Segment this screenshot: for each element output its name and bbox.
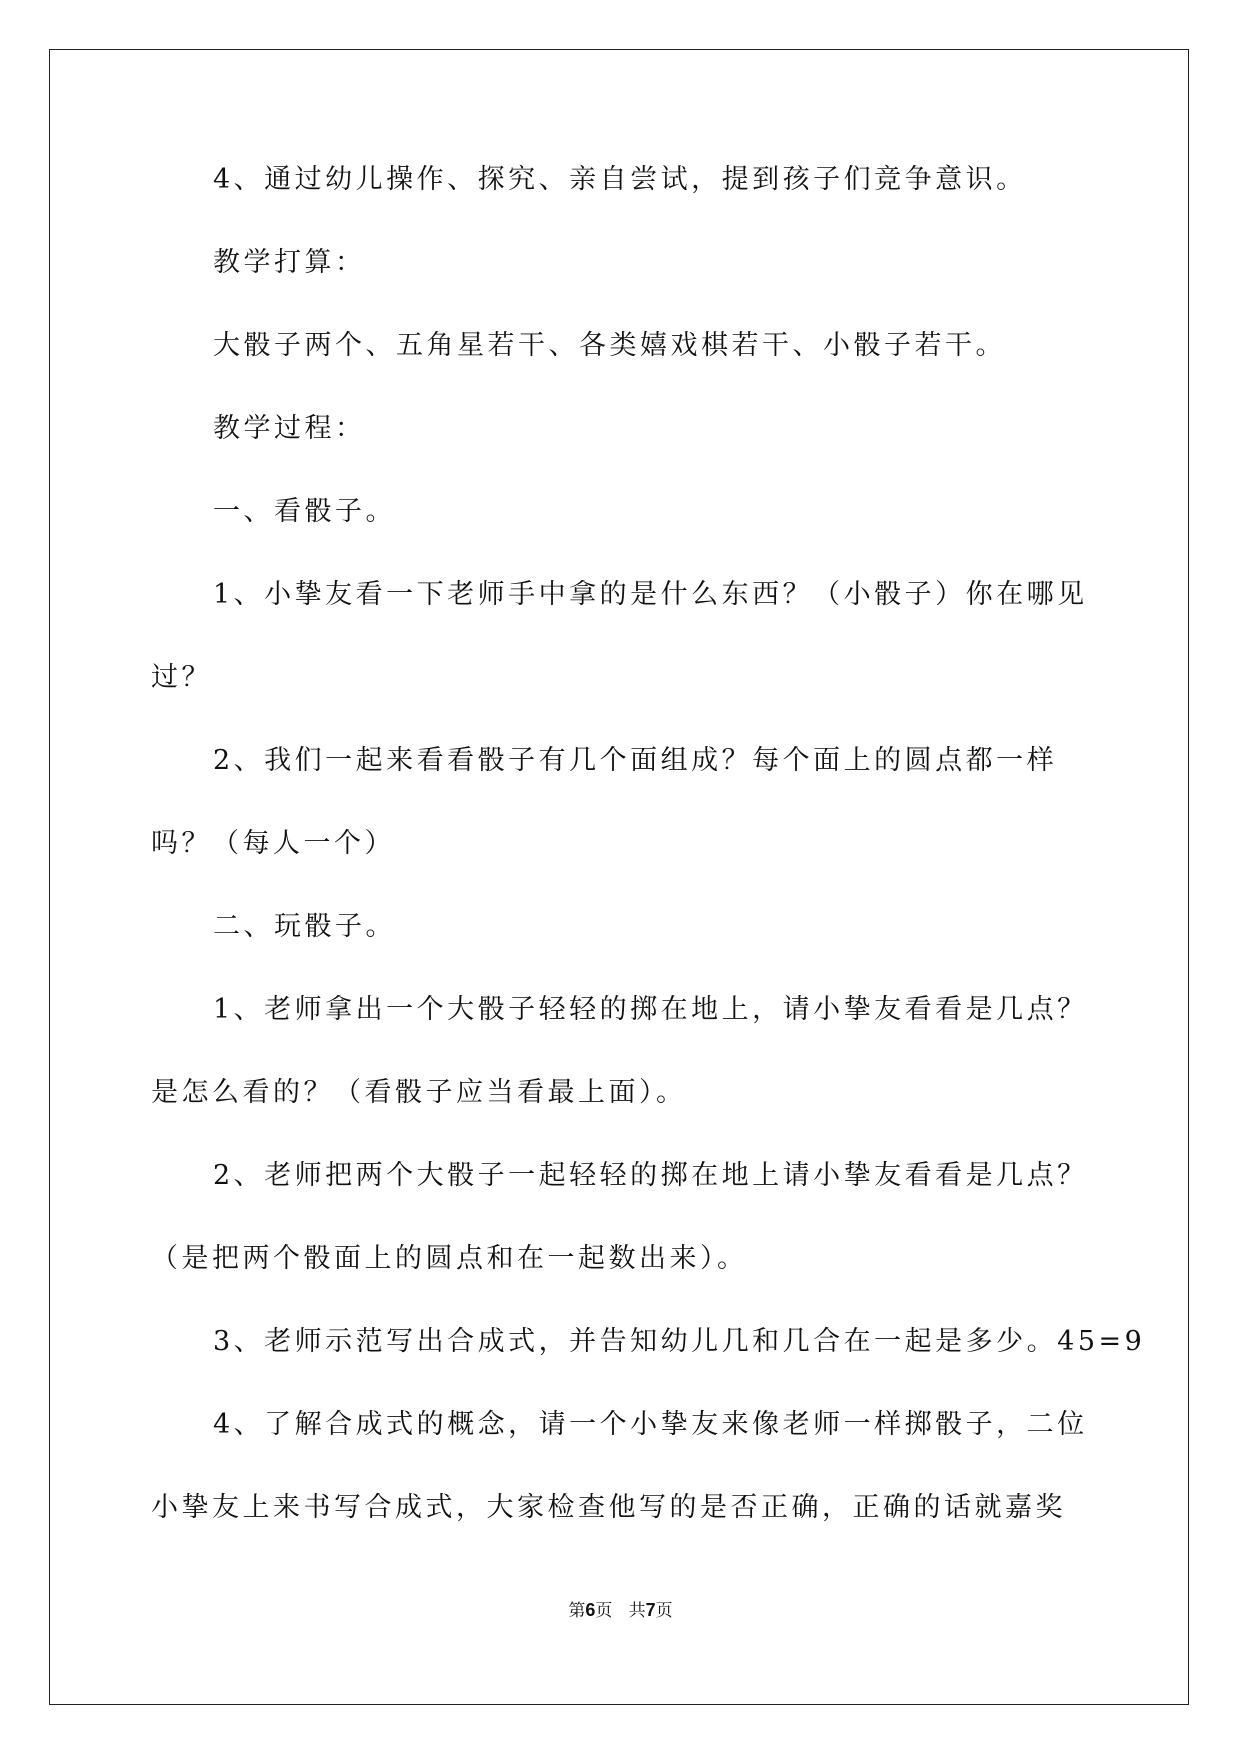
total-prefix: 共 (628, 1601, 646, 1621)
page-current: 6 (585, 1600, 596, 1620)
paragraph-line: 小挚友上来书写合成式，大家检查他写的是否正确，正确的话就嘉奖 (151, 1492, 1066, 1523)
paragraph-line: 4、了解合成式的概念，请一个小挚友来像老师一样掷骰子，二位 (213, 1409, 1088, 1440)
page-border (49, 49, 1189, 1705)
paragraph-line: 4、通过幼儿操作、探究、亲自尝试，提到孩子们竞争意识。 (213, 164, 1027, 195)
section-heading: 一、看骰子。 (213, 496, 396, 527)
section-heading: 教学打算： (213, 247, 366, 278)
paragraph-line: 是怎么看的？（看骰子应当看最上面）。 (151, 1077, 687, 1108)
paragraph-line: 大骰子两个、五角星若干、各类嬉戏棋若干、小骰子若干。 (213, 330, 1006, 361)
page-total: 7 (645, 1600, 656, 1620)
paragraph-line: 1、小挚友看一下老师手中拿的是什么东西？（小骰子）你在哪见 (213, 579, 1088, 610)
paragraph-line: 2、老师把两个大骰子一起轻轻的掷在地上请小挚友看看是几点？ (213, 1160, 1088, 1191)
page-suffix: 页 (595, 1601, 613, 1621)
total-suffix: 页 (655, 1601, 673, 1621)
paragraph-line: 吗？（每人一个） (151, 828, 395, 859)
section-heading: 二、玩骰子。 (213, 911, 396, 942)
page-prefix: 第 (568, 1601, 586, 1621)
paragraph-line: 3、老师示范写出合成式，并告知幼儿几和几合在一起是多少。45=9 (213, 1326, 1146, 1357)
section-heading: 教学过程： (213, 413, 366, 444)
paragraph-line: 2、我们一起来看看骰子有几个面组成？每个面上的圆点都一样 (213, 745, 1058, 776)
paragraph-line: 1、老师拿出一个大骰子轻轻的掷在地上，请小挚友看看是几点？ (213, 994, 1088, 1025)
paragraph-line: 过？ (151, 662, 212, 693)
paragraph-line: （是把两个骰面上的圆点和在一起数出来）。 (151, 1243, 748, 1274)
page-footer (0, 1599, 1241, 1622)
